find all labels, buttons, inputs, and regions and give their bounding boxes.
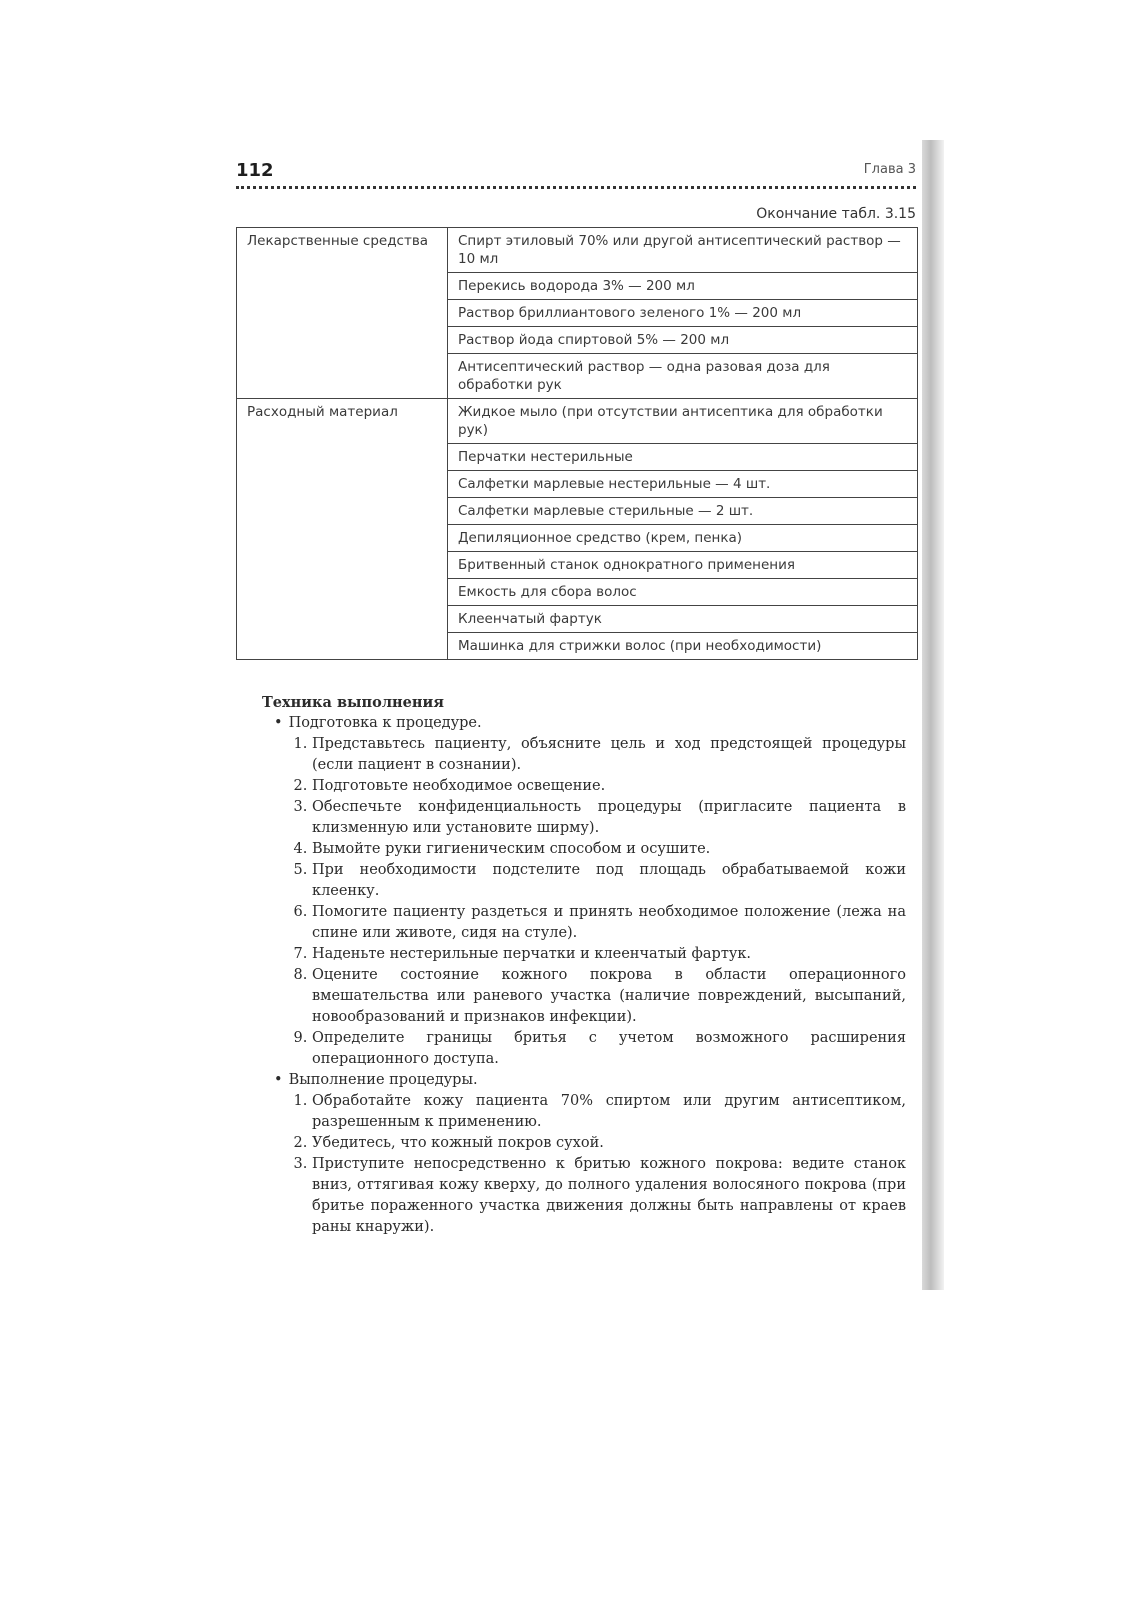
table-item-cell: Емкость для сбора волос bbox=[448, 579, 918, 606]
step-item: 3. Приступите непосредственно к бритью кожного покрова: ведите станок вниз, оттягивая кожу кверху, до полного удаления волосяного покрова (при бритье пораженного участка движения должны быть направлены от краев раны кнаружи). bbox=[312, 1154, 906, 1238]
step-item: 7. Наденьте нестерильные перчатки и клеенчатый фартук. bbox=[312, 944, 906, 965]
step-item: 2. Убедитесь, что кожный покров сухой. bbox=[312, 1133, 906, 1154]
execution-steps bbox=[266, 1091, 906, 1238]
table-item-cell: Салфетки марлевые нестерильные — 4 шт. bbox=[448, 471, 918, 498]
step-item: 8. Оцените состояние кожного покрова в области операционного вмешательства или раневого участка (наличие повреждений, высыпаний, новообразований и признаков инфекции). bbox=[312, 965, 906, 1028]
table-item-cell: Раствор бриллиантового зеленого 1% — 200 мл bbox=[448, 300, 918, 327]
table-item-cell: Перекись водорода 3% — 200 мл bbox=[448, 273, 918, 300]
step-item: 4. Вымойте руки гигиеническим способом и осушите. bbox=[312, 839, 906, 860]
table-item-cell: Бритвенный станок однократного применения bbox=[448, 552, 918, 579]
table-category-cell: Расходный материал bbox=[237, 399, 448, 660]
step-item: 9. Определите границы бритья с учетом возможного расширения операционного доступа. bbox=[312, 1028, 906, 1070]
chapter-label: Глава 3 bbox=[863, 162, 916, 177]
table-item-cell: Раствор йода спиртовой 5% — 200 мл bbox=[448, 327, 918, 354]
table-item-cell: Спирт этиловый 70% или другой антисептический раствор — 10 мл bbox=[448, 228, 918, 273]
step-item: 5. При необходимости подстелите под площадь обрабатываемой кожи клеенку. bbox=[312, 860, 906, 902]
technique-section bbox=[262, 692, 906, 1238]
step-item: 3. Обеспечьте конфиденциальность процедуры (пригласите пациента в клизменную или установите ширму). bbox=[312, 797, 906, 839]
supplies-table bbox=[236, 227, 918, 660]
table-item-cell: Депиляционное средство (крем, пенка) bbox=[448, 525, 918, 552]
table-item-cell: Перчатки нестерильные bbox=[448, 444, 918, 471]
step-item: 2. Подготовьте необходимое освещение. bbox=[312, 776, 906, 797]
section-title: Техника выполнения bbox=[262, 694, 444, 711]
table-item-cell: Машинка для стрижки волос (при необходимости) bbox=[448, 633, 918, 660]
step-item: 6. Помогите пациенту раздеться и принять необходимое положение (лежа на спине или животе, сидя на стуле). bbox=[312, 902, 906, 944]
table-caption: Окончание табл. 3.15 bbox=[756, 206, 916, 222]
step-item: 1. Обработайте кожу пациента 70% спиртом или другим антисептиком, разрешенным к применению. bbox=[312, 1091, 906, 1133]
preparation-steps bbox=[266, 734, 906, 1070]
preparation-heading: • Подготовка к процедуре. bbox=[274, 713, 906, 734]
table-item-cell: Салфетки марлевые стерильные — 2 шт. bbox=[448, 498, 918, 525]
table-item-cell: Клеенчатый фартук bbox=[448, 606, 918, 633]
step-item: 1. Представьтесь пациенту, объясните цель и ход предстоящей процедуры (если пациент в сознании). bbox=[312, 734, 906, 776]
table-row bbox=[237, 228, 918, 273]
execution-heading: • Выполнение процедуры. bbox=[274, 1070, 906, 1091]
table-item-cell: Жидкое мыло (при отсутствии антисептика для обработки рук) bbox=[448, 399, 918, 444]
header-divider bbox=[236, 186, 916, 189]
page-edge-shadow bbox=[922, 140, 944, 1290]
table-item-cell: Антисептический раствор — одна разовая доза для обработки рук bbox=[448, 354, 918, 399]
page-number: 112 bbox=[236, 160, 274, 181]
table-row bbox=[237, 399, 918, 444]
table-category-cell: Лекарственные средства bbox=[237, 228, 448, 399]
